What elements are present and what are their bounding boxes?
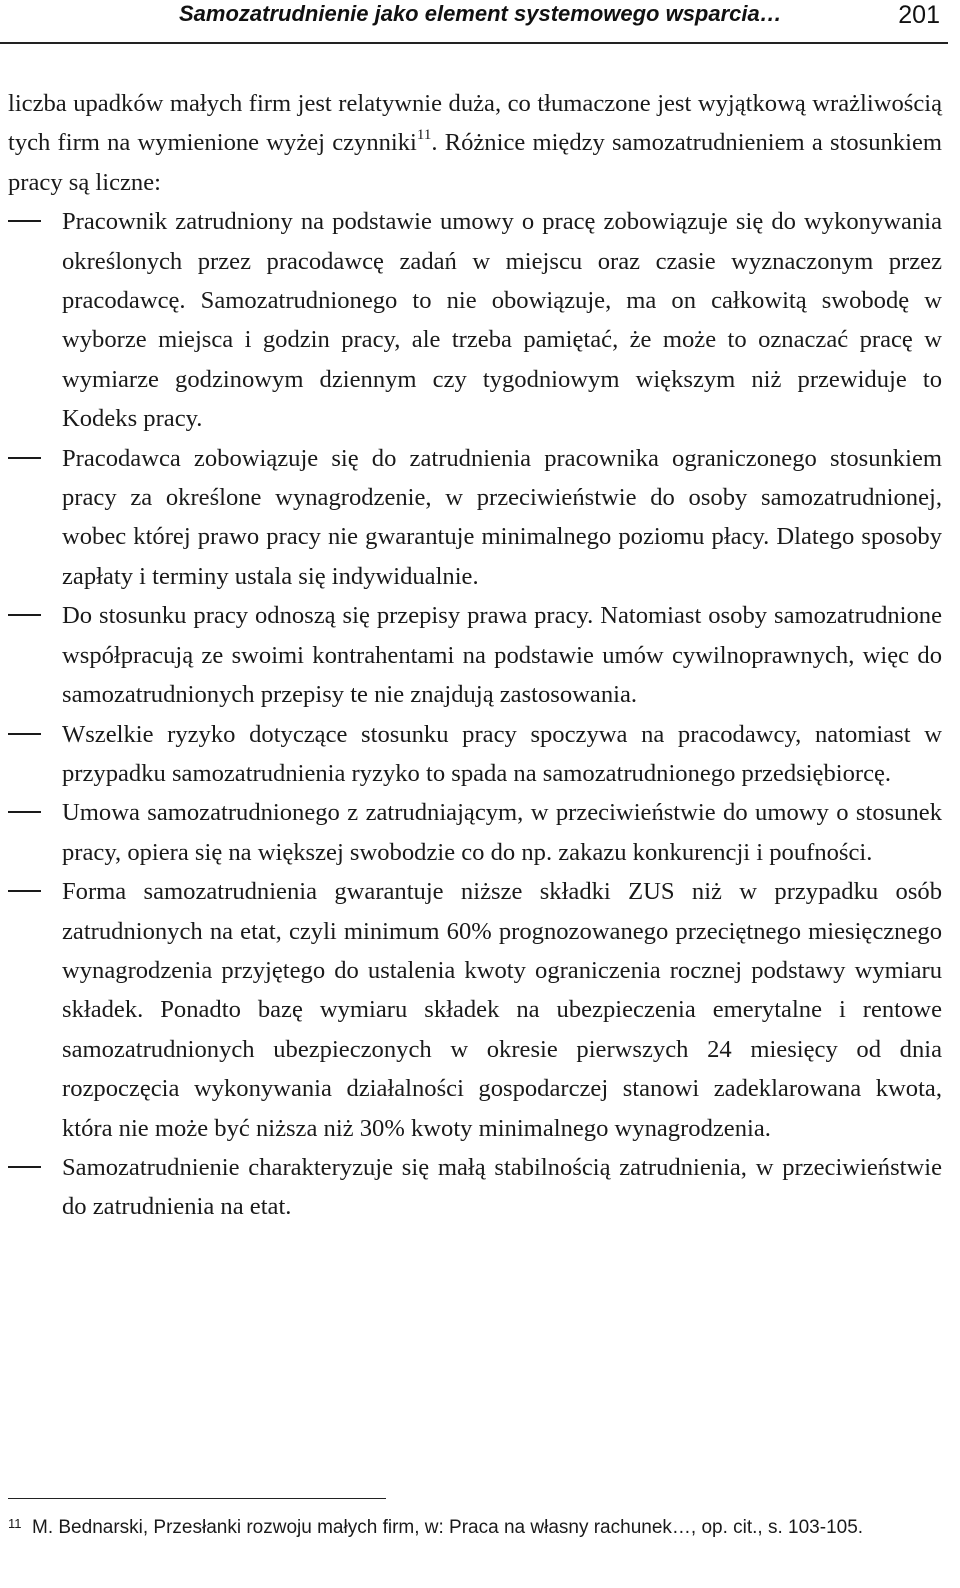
dash-bullet [8, 457, 41, 459]
list-item [8, 872, 942, 1148]
list-item [8, 715, 942, 794]
dash-bullet [8, 1166, 41, 1168]
dash-bullet [8, 220, 41, 222]
intro-text-before: liczba upadków małych firm jest relatywnie duża, co tłumaczone jest wyjątkową wrażliwością tych firm na wymienione wyżej czynniki [8, 90, 942, 157]
body-text [8, 84, 942, 1227]
list-item [8, 596, 942, 714]
footnote-text: M. Bednarski, Przesłanki rozwoju małych firm, w: Praca na własny rachunek…, op. cit., s. 103-105. [32, 1517, 864, 1538]
footnote-divider [8, 1498, 386, 1499]
footnote-marker: 11 [8, 1516, 22, 1531]
intro-paragraph [8, 84, 942, 202]
list-item [8, 439, 942, 597]
dash-bullet [8, 811, 41, 813]
dash-bullet [8, 890, 41, 892]
list-item [8, 1148, 942, 1227]
running-header [0, 0, 948, 44]
footnote-reference: 11 [416, 127, 432, 144]
list-item-text: Samozatrudnienie charakteryzuje się małą stabilnością zatrudnienia, w przeciwieństwie do zatrudnienia na etat. [62, 1153, 942, 1221]
list-item-text: Umowa samozatrudnionego z zatrudniającym, w przeciwieństwie do umowy o stosunek pracy, opiera się na większej swobodzie co do np. zakazu konkurencji i poufności. [62, 799, 942, 866]
footnote [8, 1514, 942, 1541]
list-item [8, 793, 942, 872]
dash-bullet [8, 733, 41, 735]
intro-text-after: . Różnice między samozatrudnieniem a stosunkiem pracy są liczne: [8, 129, 942, 196]
list-item-text: Pracownik zatrudniony na podstawie umowy o pracę zobowiązuje się do wykonywania określonych przez pracodawcę zadań w miejscu oraz czasie wyznaczonym przez pracodawcę. Samozatrudnionego to nie obowiązuje, ma on całkowitą swobodę w wyborze miejsca i godzin pracy, ale trzeba pamiętać, że może to oznaczać pracę w wymiarze godzinowym dziennym czy tygodniowym większym niż przewiduje to Kodeks pracy. [62, 208, 942, 433]
list-item-text: Do stosunku pracy odnoszą się przepisy prawa pracy. Natomiast osoby samozatrudnione współpracują ze swoimi kontrahentami na podstawie umów cywilnoprawnych, więc do samozatrudnionych przepisy te nie znajdują zastosowania. [62, 602, 942, 709]
list-item-text: Forma samozatrudnienia gwarantuje niższe składki ZUS niż w przypadku osób zatrudnionych na etat, czyli minimum 60% prognozowanego przeciętnego miesięcznego wynagrodzenia przyjętego do ustalenia kwoty ograniczenia rocznej podstawy wymiaru składek. Ponadto bazę wymiaru składek na ubezpieczenia emerytalne i rentowe samozatrudnionych ubezpieczonych w okresie pierwszych 24 miesięcy od dnia rozpoczęcia wykonywania działalności gospodarczej stanowi zadeklarowana kwota, która nie może być niższa niż 30% kwoty minimalnego wynagrodzenia. [62, 878, 942, 1142]
page-number: 201 [898, 1, 940, 29]
list-item [8, 202, 942, 438]
list-item-text: Pracodawca zobowiązuje się do zatrudnienia pracownika ograniczonego stosunkiem pracy za określone wynagrodzenie, w przeciwieństwie do osoby samozatrudnionej, wobec której prawo pracy nie gwarantuje minimalnego poziomu płacy. Dlatego sposoby zapłaty i terminy ustala się indywidualnie. [62, 444, 942, 590]
running-title: Samozatrudnienie jako element systemowego wsparcia… [179, 1, 782, 26]
dash-bullet [8, 614, 41, 616]
list-item-text: Wszelkie ryzyko dotyczące stosunku pracy spoczywa na pracodawcy, natomiast w przypadku samozatrudnienia ryzyko to spada na samozatrudnionego przedsiębiorcę. [62, 720, 942, 787]
differences-list [8, 202, 942, 1227]
